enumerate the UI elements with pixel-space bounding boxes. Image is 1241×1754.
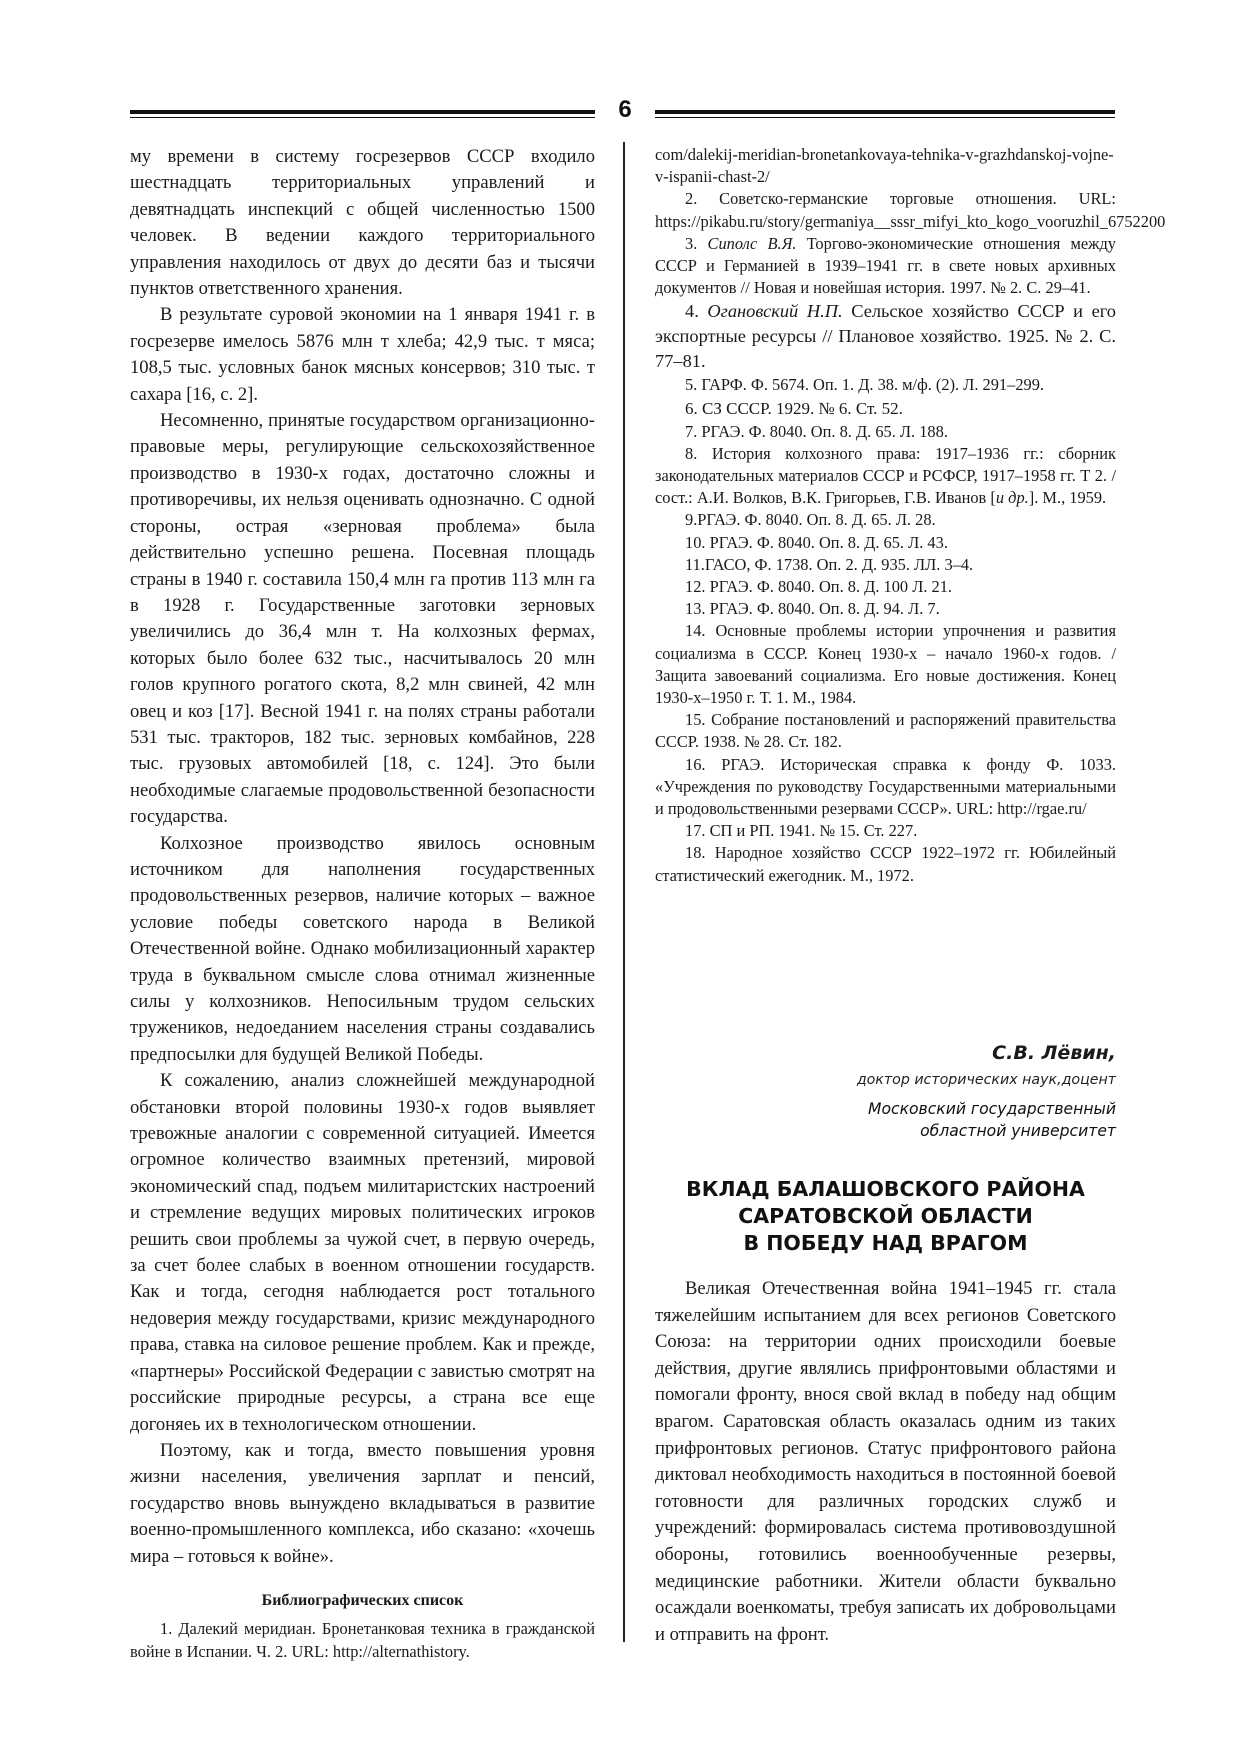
paragraph: К сожалению, анализ сложнейшей международной обстановки второй половины 1930-х годов выявляет тревожные аналогии с современной ситуацией. Имеется огромное количество взаимных претензий, мировой экономический спад, подъем милитаристских настроений и стремление ведущих мировых политических игроков решить свои проблемы за чужой счет, в первую очередь, за счет более слабых в военном отношении государств. Как и тогда, сегодня наблюдается рост тотального недоверия между государствами, кризис международного права, ставка на силовое решение проблем. Как и прежде, «партнеры» Российской Федерации с завистью смотрят на российские природные ресурсы, а страна все еще догоняеь их в технологическом отношении. [130, 1070, 595, 1435]
author-affiliation-line: Московский государственный [868, 1100, 1116, 1118]
reference-item: 14. Основные проблемы истории упрочнения и развития социализма в СССР. Конец 1930-х – начало 1960-х годов. / Защита завоеваний социализма. Его новые достижения. Конец 1930-х–1950 г. Т. 1. М., 1984. [655, 621, 1116, 708]
reference-item: 15. Собрание постановлений и распоряжений правительства СССР. 1938. № 28. Ст. 182. [655, 710, 1116, 752]
reference-text: 8. История колхозного права: 1917–1936 гг.: сборник законодательных материалов СССР и РСФСР, 1917–1958 гг. Т 2. / сост.: А.И. Волков, В.К. Григорьев, Г.В. Иванов [ [655, 443, 1116, 508]
article-body [655, 1276, 1116, 1648]
reference-item: 12. РГАЭ. Ф. 8040. Оп. 8. Д. 100 Л. 21. [685, 577, 953, 597]
reference-item: 6. СЗ СССР. 1929. № 6. Ст. 52. [685, 398, 903, 418]
reference-item: 11.ГАСО, Ф. 1738. Оп. 2. Д. 935. ЛЛ. 3–4. [685, 554, 974, 574]
paragraph: В результате суровой экономии на 1 января 1941 г. в госрезерве имелось 5876 млн т хлеба; 42,9 тыс. т мяса; 108,5 тыс. условных банок мясных консервов; 310 тыс. т сахара [16, с. 2]. [130, 304, 595, 405]
reference-text: ]. М., 1959. [1028, 488, 1107, 508]
paragraph: Великая Отечественная война 1941–1945 гг. стала тяжелейшим испытанием для всех регионов Советского Союза: на территории одних происходили боевые действия, другие являлись прифронтовыми областями и помогали фронту, внося свой вклад в победу над общим врагом. Саратовская область оказалась одним из таких прифронтовых регионов. Статус прифронтового района диктовал необходимость находиться в постоянной боевой готовности для различных городских служб и учреждений: формировалась система противовоздушной обороны, готовились военнообученные резервы, медицинские работники. Жители области буквально осаждали военкоматы, требуя записать их добровольцами и отправить на фронт. [655, 1278, 1116, 1645]
paragraph: Несомненно, принятые государством организационно-правовые меры, регулирующие сельскохозяйственное производство в 1930-х годах, достаточно сложны и противоречивы, их нельзя оценивать однозначно. С одной стороны, острая «зерновая проблема» была действительно успешно решена. Посевная площадь страны в 1940 г. составила 150,4 млн га против 113 млн га в 1928 г. Государственные заготовки зерновых увеличились до 36,4 млн т. На колхозных фермах, которых было более 632 тыс., насчитывалось 20 млн голов крупного рогатого скота, 8,2 млн свиней, 42 млн овец и коз [17]. Весной 1941 г. на полях страны работали 531 тыс. тракторов, 182 тыс. зерновых комбайнов, 228 тыс. грузовых автомобилей [18, с. 124]. Это были необходимые слагаемые продовольственной безопасности государства. [130, 410, 595, 828]
reference-item: com/dalekij-meridian-bronetankovaya-tehnika-v-grazhdanskoj-vojne-v-ispanii-chast-2/ [655, 145, 1114, 187]
reference-item: 5. ГАРФ. Ф. 5674. Оп. 1. Д. 38. м/ф. (2). Л. 291–299. [685, 375, 1044, 395]
header-rule-left [130, 110, 595, 114]
bibliography-title: Библиографических список [261, 1591, 464, 1609]
author-name: С.В. Лёвин, [992, 1042, 1116, 1064]
reference-italic: и др. [995, 488, 1029, 508]
article-title [655, 1176, 1116, 1257]
reference-item: 7. РГАЭ. Ф. 8040. Оп. 8. Д. 65. Л. 188. [685, 421, 948, 441]
reference-item: 1. Далекий меридиан. Бронетанковая техника в гражданской войне в Испании. Ч. 2. URL: http://alternathistory. [130, 1619, 595, 1661]
paragraph: Поэтому, как и тогда, вместо повышения уровня жизни населения, увеличения зарплат и пенсий, государство вновь вынуждено вкладываться в развитие военно-промышленного комплекса, ибо сказано: «хочешь мира – готовься к войне». [130, 1439, 595, 1567]
reference-number: 4. [685, 301, 699, 322]
page-number: 6 [618, 96, 632, 123]
article-title-line: В ПОБЕДУ НАД ВРАГОМ [743, 1231, 1028, 1255]
reference-item: 16. РГАЭ. Историческая справка к фонду Ф. 1033. «Учреждения по руководству Государственными материальными и продовольственными резервами СССР». URL: http://rgae.ru/ [655, 754, 1116, 819]
reference-item: 2. Советско-германские торговые отношения. URL: https://pikabu.ru/story/germaniya__sssr_mifyi_kto_kogo_vooruzhil_6752200 [655, 189, 1166, 231]
reference-item: 10. РГАЭ. Ф. 8040. Оп. 8. Д. 65. Л. 43. [685, 532, 948, 552]
reference-author: Сиполс В.Я. [707, 233, 797, 253]
reference-item: 18. Народное хозяйство СССР 1922–1972 гг. Юбилейный статистический ежегодник. М., 1972. [655, 843, 1116, 885]
author-degree: доктор исторических наук,доцент [856, 1072, 1116, 1088]
reference-item [655, 299, 1116, 374]
paragraph: Колхозное производство явилось основным источником для наполнения государственных продовольственных резервов, наличие которых – важное условие победы советского народа в Великой Отечественной войне. Однако мобилизационный характер труда в буквальном смысле слова отнимал жизненные силы у колхозников. Непосильным трудом сельских тружеников, недоеданием населения страны создавались предпосылки для будущей Великой Победы. [130, 832, 595, 1065]
reference-item: 9.РГАЭ. Ф. 8040. Оп. 8. Д. 65. Л. 28. [685, 510, 936, 530]
paragraph: му времени в систему госрезервов СССР входило шестнадцать территориальных управлений и девятнадцать инспекций с общей численностью 1500 человек. В ведении каждого территориального управления находилось от двух до десяти баз и тысячи пунктов ответственного хранения. [130, 146, 595, 300]
article-title-line: САРАТОВСКОЙ ОБЛАСТИ [738, 1204, 1033, 1228]
reference-author: Огановский Н.П. [707, 301, 843, 322]
article-title-line: ВКЛАД БАЛАШОВСКОГО РАЙОНА [686, 1177, 1085, 1201]
reference-item: 17. СП и РП. 1941. № 15. Ст. 227. [685, 821, 918, 841]
author-affiliation-line: областной университет [920, 1122, 1116, 1140]
header-rule-right [655, 110, 1115, 114]
reference-item [655, 443, 1116, 510]
left-column [130, 144, 595, 1663]
reference-text: Торгово-экономические отношения между СССР и Германией в 1939–1941 гг. в свете новых архивных документов // Новая и новейшая история. 1997. № 2. С. 29–41. [655, 233, 1116, 298]
reference-item: 13. РГАЭ. Ф. 8040. Оп. 8. Д. 94. Л. 7. [685, 599, 940, 619]
column-divider [623, 142, 625, 1642]
right-column [655, 144, 1166, 887]
reference-number: 3. [685, 233, 698, 253]
reference-text: Сельское хозяйство СССР и его экспортные ресурсы // Плановое хозяйство. 1925. № 2. С. 77–81. [655, 301, 1117, 372]
reference-item [655, 233, 1116, 300]
author-block [760, 1042, 1116, 1142]
